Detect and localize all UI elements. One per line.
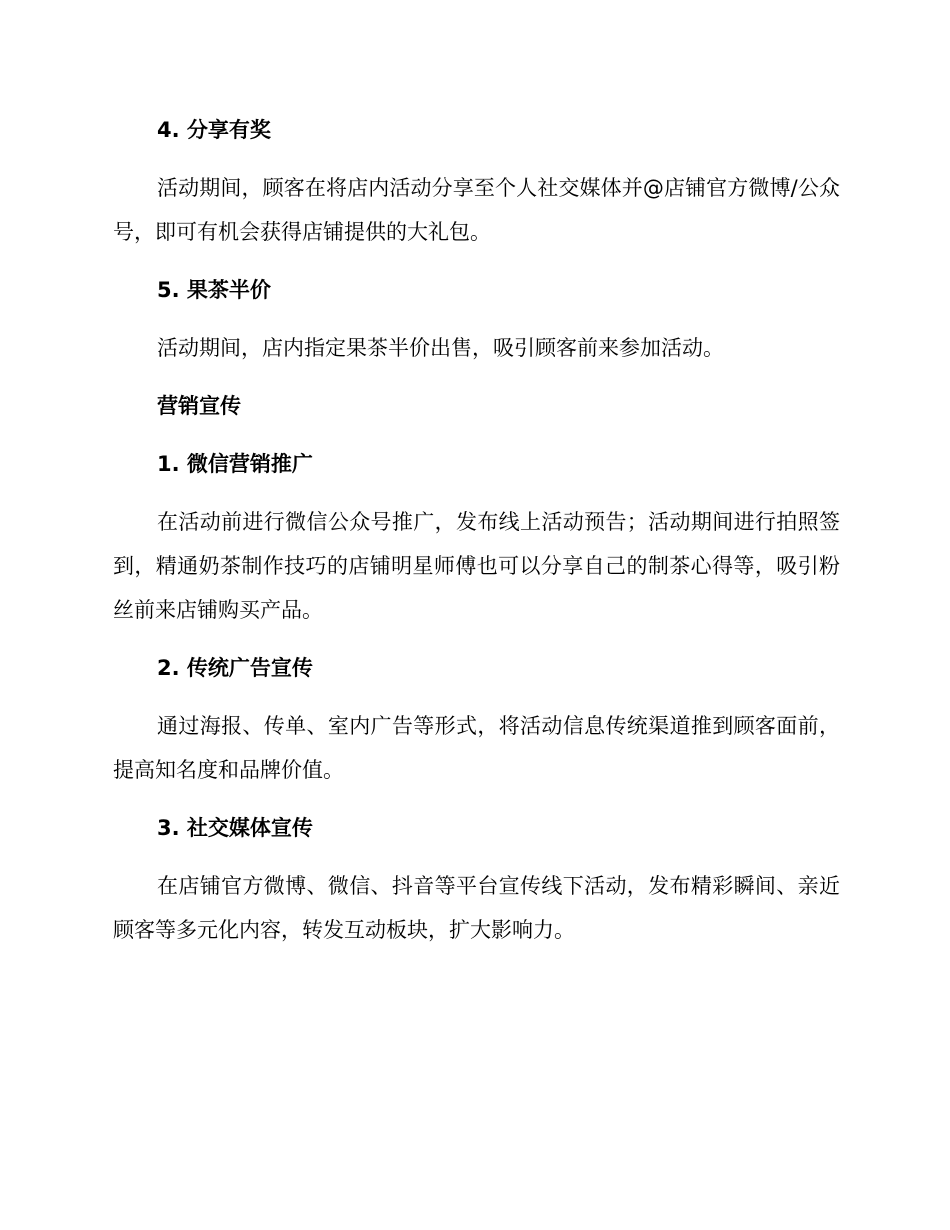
section-body-share-reward: 活动期间，顾客在将店内活动分享至个人社交媒体并@店铺官方微博/公众号，即可有机会获得店铺提供的大礼包。 (113, 176, 840, 244)
section-heading-social-media: 3. 社交媒体宣传 (157, 816, 313, 840)
section-heading-fruit-tea-half-price: 5. 果茶半价 (157, 278, 271, 302)
section-heading-marketing: 营销宣传 (157, 394, 241, 418)
section-body-wechat-promotion: 在活动前进行微信公众号推广，发布线上活动预告；活动期间进行拍照签到，精通奶茶制作技巧的店铺明星师傅也可以分享自己的制茶心得等，吸引粉丝前来店铺购买产品。 (113, 510, 840, 622)
section-body-fruit-tea-half-price: 活动期间，店内指定果茶半价出售，吸引顾客前来参加活动。 (157, 336, 724, 360)
section-body-traditional-ads: 通过海报、传单、室内广告等形式，将活动信息传统渠道推到顾客面前，提高知名度和品牌价值。 (113, 714, 840, 782)
section-heading-traditional-ads: 2. 传统广告宣传 (157, 656, 313, 680)
section-heading-wechat-promotion: 1. 微信营销推广 (157, 452, 313, 476)
section-body-social-media: 在店铺官方微博、微信、抖音等平台宣传线下活动，发布精彩瞬间、亲近顾客等多元化内容，转发互动板块，扩大影响力。 (113, 874, 840, 942)
document-page (113, 108, 840, 966)
section-heading-share-reward: 4. 分享有奖 (157, 118, 271, 142)
